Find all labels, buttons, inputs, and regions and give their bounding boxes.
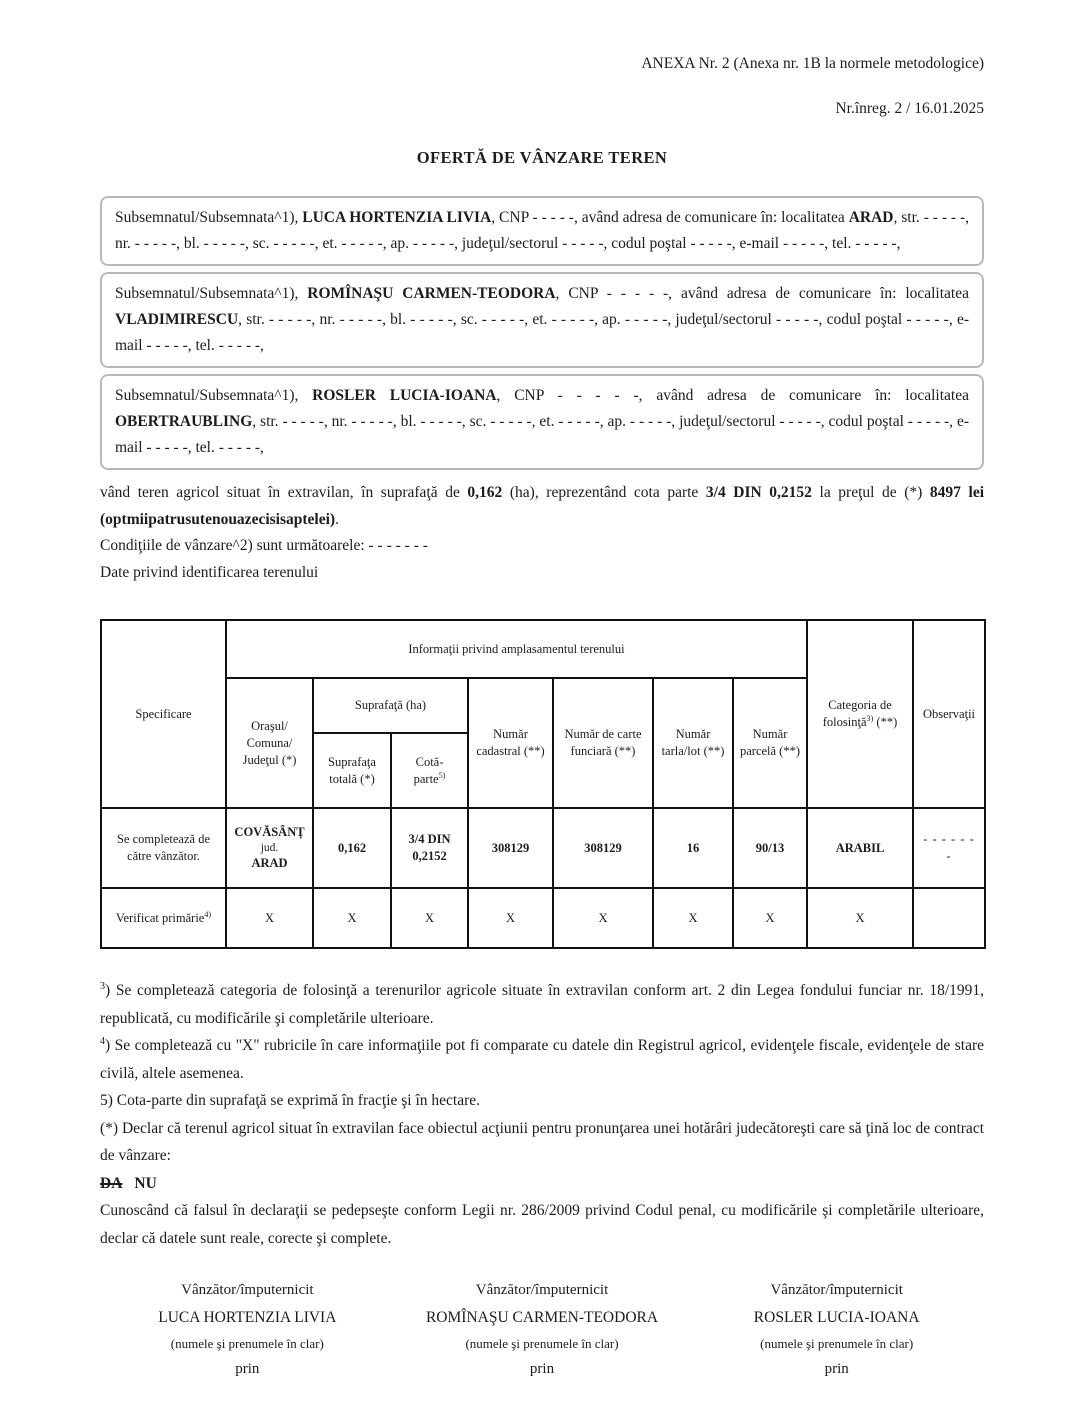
header-categoria-folosinta — [807, 620, 913, 808]
verificat-x: X — [468, 888, 553, 948]
cell-cota-parte: 3/4 DIN 0,2152 — [391, 808, 468, 888]
cell-locality-jud: jud. — [260, 842, 279, 854]
footnote-5: 5) Cota-parte din suprafaţă se exprimă în fracţie şi în hectare. — [100, 1092, 481, 1109]
signature-prin: prin — [529, 1361, 555, 1377]
sale-section — [100, 480, 984, 586]
party-intro: Subsemnatul/Subsemnata^1), — [115, 387, 313, 404]
header-specificare: Specificare — [101, 620, 226, 808]
sale-area: 0,162 — [467, 484, 503, 501]
header-categoria-suffix: (**) — [873, 715, 898, 729]
signature-name: ROSLER LUCIA-IOANA — [753, 1309, 920, 1326]
seller-row-label: Se completează de către vânzător. — [101, 808, 226, 888]
party-details: , str. - - - - -, nr. - - - - -, bl. - - - - -, sc. - - - - -, et. - - - - -, ap. - - - - -, judeţul/sectorul - - - - -, codul poştal - - - - -, e-mail - - - - -, tel. - - - - -, — [115, 209, 969, 252]
land-data-heading: Date privind identificarea terenului — [100, 563, 319, 581]
land-identification-table — [100, 619, 986, 949]
cell-numar-tarla: 16 — [653, 808, 733, 888]
party-name: ROSLER LUCIA-IOANA — [312, 387, 497, 404]
da-option: DA — [100, 1174, 123, 1192]
sale-price: 8497 lei (optmiipatrusutenouazecisisaptelei) — [100, 484, 985, 528]
signatures-section — [100, 1282, 984, 1378]
party-name: ROMÎNAŞU CARMEN-TEODORA — [307, 285, 556, 302]
table-header-row-1 — [101, 620, 985, 678]
verificat-x: X — [226, 888, 313, 948]
verificat-observatii-empty — [913, 888, 985, 948]
footnote-3-text: ) Se completează categoria de folosinţă a terenurilor agricole situate în extravilan conform art. 2 din Legea fondului funciar nr. 18/1991, republicată, cu modificările şi completările ulterioare. — [100, 982, 984, 1027]
footnote-4-sup: 4 — [100, 1035, 106, 1047]
party-intro: Subsemnatul/Subsemnata^1), — [115, 285, 308, 302]
footnote-3-sup: 3 — [100, 980, 106, 992]
header-suprafata-totala: Suprafaţa totală (*) — [313, 733, 391, 808]
cell-locality-name: COVĂSÂNŢ — [234, 825, 305, 839]
header-cota-sup: 5) — [438, 770, 446, 780]
signature-block-1 — [100, 1282, 395, 1378]
party-text: , CNP - - - - -, având adresa de comunicare în: localitatea — [496, 387, 969, 404]
table-row-verificat — [101, 888, 985, 948]
conditions-line: Condiţiile de vânzare^2) sunt următoarele: - - - - - - - — [100, 537, 428, 554]
signature-block-2 — [395, 1282, 690, 1378]
party-box-1 — [100, 196, 984, 266]
footnote-4-text: ) Se completează cu "X" rubricile în care informaţiile pot fi comparate cu datele din Registrul agricol, evidenţele fiscale, evidenţele de stare civilă, altele asemenea. — [100, 1037, 984, 1082]
signature-role: Vânzător/împuternicit — [475, 1282, 609, 1298]
party-details: , str. - - - - -, nr. - - - - -, bl. - - - - -, sc. - - - - -, et. - - - - -, ap. - - - - -, judeţul/sectorul - - - - -, codul poştal - - - - -, e-mail - - - - -, tel. - - - - -, — [115, 413, 969, 456]
signature-note: (numele şi prenumele în clar) — [170, 1336, 324, 1351]
verificat-x: X — [653, 888, 733, 948]
cell-suprafata-totala: 0,162 — [313, 808, 391, 888]
declaration-line: (*) Declar că terenul agricol situat în extravilan face obiectul acţiunii pentru pronunţarea unei hotărâri judecătoreşti care să ţină loc de contract de vânzare: — [100, 1119, 984, 1164]
verificat-x: X — [807, 888, 913, 948]
cell-observatii: - - - - - - - — [913, 808, 985, 888]
signature-name: ROMÎNAŞU CARMEN-TEODORA — [425, 1309, 659, 1326]
header-cota-parte — [391, 733, 468, 808]
signature-name: LUCA HORTENZIA LIVIA — [158, 1309, 337, 1326]
da-nu-line — [100, 1170, 984, 1198]
party-text: , CNP - - - - -, având adresa de comunicare în: localitatea — [491, 209, 849, 226]
header-numar-parcela: Număr parcelă (**) — [733, 678, 807, 808]
signature-prin: prin — [824, 1361, 849, 1377]
signature-block-3 — [689, 1282, 984, 1378]
header-numar-cadastral: Număr cadastral (**) — [468, 678, 553, 808]
legal-statement: Cunoscând că falsul în declaraţii se pedepseşte conform Legii nr. 286/2009 privind Codul penal, cu modificările şi completările ulterioare, declar că datele sunt reale, corecte şi complete. — [100, 1202, 984, 1247]
signature-role: Vânzător/împuternicit — [181, 1282, 314, 1298]
sale-paragraph — [100, 480, 984, 533]
cell-locality-county: ARAD — [251, 856, 288, 870]
document-title: OFERTĂ DE VÂNZARE TEREN — [416, 148, 668, 167]
party-locality: VLADIMIRESCU — [115, 311, 239, 328]
party-intro: Subsemnatul/Subsemnata^1), — [115, 209, 303, 226]
cell-numar-parcela: 90/13 — [733, 808, 807, 888]
party-details: , str. - - - - -, nr. - - - - -, bl. - - - - -, sc. - - - - -, et. - - - - -, ap. - - - - -, judeţul/sectorul - - - - -, codul poştal - - - - -, e-mail - - - - -, tel. - - - - -, — [115, 311, 969, 354]
verificat-x: X — [733, 888, 807, 948]
party-locality: OBERTRAUBLING — [115, 413, 253, 430]
header-cota-line1: Cotă- — [415, 754, 444, 769]
verificat-label-text: Verificat primărie — [115, 910, 205, 925]
party-locality: ARAD — [848, 209, 894, 226]
signature-note: (numele şi prenumele în clar) — [760, 1336, 914, 1351]
registration-number: Nr.înreg. 2 / 16.01.2025 — [835, 100, 984, 117]
header-numar-tarla: Număr tarla/lot (**) — [653, 678, 733, 808]
cell-categoria-folosinta: ARABIL — [807, 808, 913, 888]
verificat-label-sup: 4) — [204, 909, 212, 919]
sale-text: vând teren agricol situat în extravilan, în suprafaţă de — [100, 484, 468, 501]
cell-numar-carte-funciara: 308129 — [553, 808, 653, 888]
cell-numar-cadastral: 308129 — [468, 808, 553, 888]
party-box-3 — [100, 374, 984, 470]
table-row-seller — [101, 808, 985, 888]
signature-role: Vânzător/împuternicit — [770, 1282, 903, 1298]
party-name: LUCA HORTENZIA LIVIA — [302, 209, 492, 226]
cell-locality — [226, 808, 313, 888]
sale-share: 3/4 DIN 0,2152 — [705, 484, 812, 501]
nu-option: NU — [134, 1174, 157, 1192]
verificat-x: X — [391, 888, 468, 948]
header-numar-carte-funciara: Număr de carte funciară (**) — [553, 678, 653, 808]
header-cota-line2: parte — [413, 771, 439, 786]
header-info-amplasament: Informaţii privind amplasamentul terenului — [226, 620, 807, 678]
sale-text: . — [335, 510, 339, 528]
verificat-row-label — [101, 888, 226, 948]
signature-note: (numele şi prenumele în clar) — [465, 1336, 619, 1351]
footnote-4 — [100, 1032, 984, 1087]
verificat-x: X — [553, 888, 653, 948]
sale-text: (ha), reprezentând cota parte — [502, 484, 706, 501]
verificat-x: X — [313, 888, 391, 948]
annex-note: ANEXA Nr. 2 (Anexa nr. 1B la normele metodologice) — [641, 55, 984, 72]
party-text: , CNP - - - - -, având adresa de comunicare în: localitatea — [555, 285, 969, 302]
header-categoria-sup: 3) — [866, 713, 874, 723]
header-observatii: Observaţii — [913, 620, 985, 808]
footnotes-section — [100, 977, 984, 1252]
footnote-3 — [100, 977, 984, 1032]
header-categoria-text: Categoria de folosinţă — [822, 698, 892, 729]
sale-text: la preţul de (*) — [811, 484, 930, 501]
party-box-2 — [100, 272, 984, 368]
header-orasul: Oraşul/ Comuna/ Judeţul (*) — [226, 678, 313, 808]
signature-prin: prin — [235, 1361, 260, 1377]
header-suprafata-ha: Suprafaţă (ha) — [313, 678, 468, 733]
